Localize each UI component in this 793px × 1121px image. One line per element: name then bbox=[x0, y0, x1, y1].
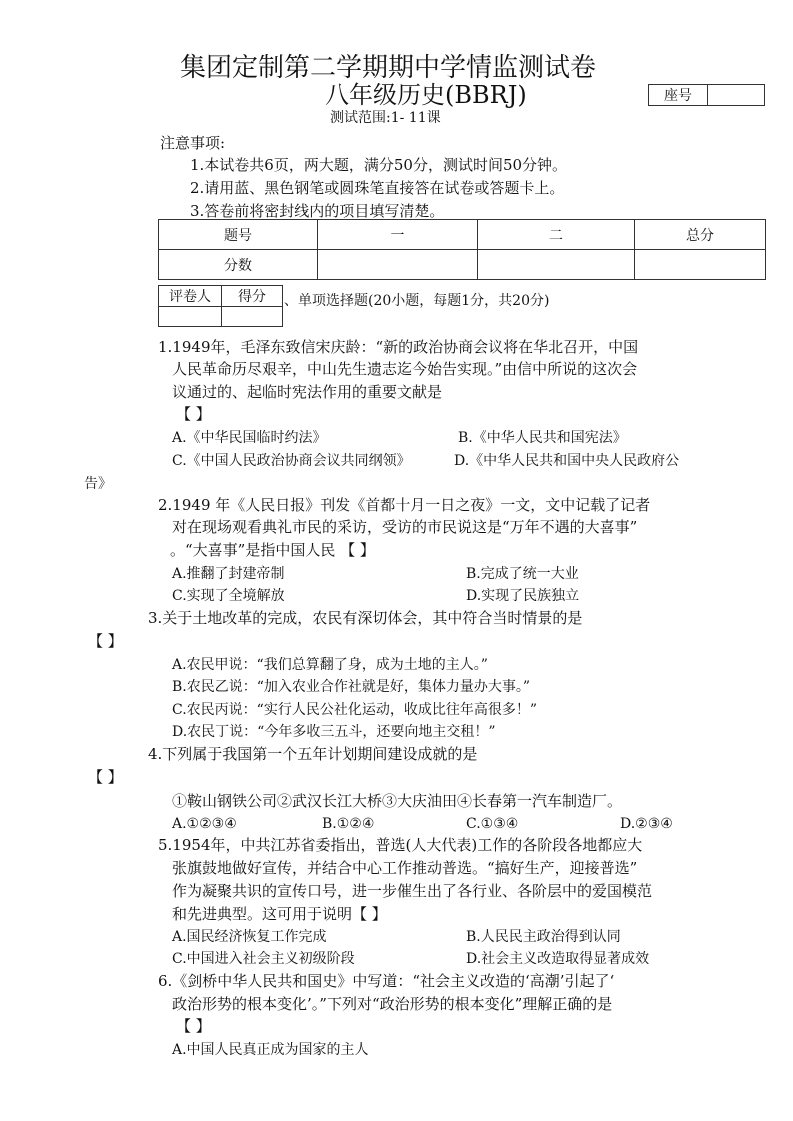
score-header-cell: 一 bbox=[318, 220, 478, 250]
note-item: 1.本试卷共6页，两大题，满分50分，测试时间50分钟。 bbox=[190, 156, 568, 174]
option-a: A.农民甲说：“我们总算翻了身，成为土地的主人。” bbox=[172, 657, 488, 673]
seat-value bbox=[708, 85, 765, 106]
grader-header-cell: 得分 bbox=[222, 286, 283, 307]
seat-label: 座号 bbox=[649, 85, 708, 106]
option-d: D.实现了民族独立 bbox=[466, 588, 580, 604]
question-text: 张旗鼓地做好宣传，并结合中心工作推动普选。“搞好生产，迎接普选” bbox=[172, 859, 638, 877]
option-b: B.人民民主政治得到认同 bbox=[466, 929, 621, 945]
score-table bbox=[158, 219, 766, 280]
option-a: A.中国人民真正成为国家的主人 bbox=[172, 1042, 369, 1058]
question-text: 5.1954年，中共江苏省委指出，普选(人大代表)工作的各阶段各地都应大 bbox=[158, 836, 643, 854]
question-text: 和先进典型。这可用于说明【 】 bbox=[172, 905, 387, 923]
score-cell bbox=[478, 250, 635, 280]
option-c: C.《中国人民政治协商会议共同纲领》 bbox=[172, 453, 411, 469]
question-text: 作为凝聚共识的宣传口号，进一步催生出了各行业、各阶层中的爱国模范 bbox=[172, 882, 653, 900]
score-header-cell: 题号 bbox=[159, 220, 318, 250]
option-b: B.农民乙说：“加入农业合作社就是好，集体力量办大事。” bbox=[172, 679, 531, 695]
question-text: 4.下列属于我国第一个五年计划期间建设成就的是 bbox=[148, 745, 478, 763]
option-b: B.《中华人民共和国宪法》 bbox=[458, 430, 627, 446]
score-cell bbox=[635, 250, 766, 280]
question-items: ①鞍山钢铁公司②武汉长江大桥③大庆油田④长春第一汽车制造厂。 bbox=[172, 792, 623, 810]
option-d: D.②③④ bbox=[620, 816, 673, 832]
answer-bracket: 【 】 bbox=[88, 632, 123, 650]
option-d: D.农民丁说：“今年多收三五斗，还要向地主交租！” bbox=[172, 724, 496, 740]
note-item: 3.答卷前将密封线内的项目填写清楚。 bbox=[190, 202, 445, 220]
option-c: C.中国进入社会主义初级阶段 bbox=[172, 951, 355, 967]
seat-number-box bbox=[648, 84, 765, 106]
question-text: 1.1949年，毛泽东致信宋庆龄：“新的政治协商会议将在华北召开，中国 bbox=[158, 338, 639, 356]
note-item: 2.请用蓝、黑色钢笔或圆珠笔直接答在试卷或答题卡上。 bbox=[190, 179, 565, 197]
exam-title: 集团定制第二学期期中学情监测试卷 bbox=[180, 53, 597, 83]
question-text: 2.1949 年《人民日报》刊发《首都十月一日之夜》一文，文中记载了记者 bbox=[158, 496, 651, 514]
question-text: 对在现场观看典礼市民的采访，受访的市民说这是“万年不遇的大喜事” bbox=[172, 518, 638, 536]
option-b: B.完成了统一大业 bbox=[466, 566, 579, 582]
option-d: D.《中华人民共和国中央人民政府公 bbox=[454, 453, 680, 469]
question-text: 6.《剑桥中华人民共和国史》中写道：“社会主义改造的‘高潮’引起了‘ bbox=[158, 972, 615, 990]
option-a: A.国民经济恢复工作完成 bbox=[172, 929, 327, 945]
question-text: 人民革命历尽艰辛，中山先生遗志迄今始告实现。”由信中所说的这次会 bbox=[172, 360, 638, 378]
exam-subtitle: 八年级历史(BBRJ) bbox=[325, 81, 527, 109]
option-c: C.实现了全境解放 bbox=[172, 588, 285, 604]
option-d-continued: 告》 bbox=[84, 476, 112, 492]
score-cell: 分数 bbox=[159, 250, 318, 280]
answer-bracket: 【 】 bbox=[88, 768, 123, 786]
score-cell bbox=[318, 250, 478, 280]
question-text: 政治形势的根本变化’。”下列对“政治形势的根本变化”理解正确的是 bbox=[172, 995, 613, 1013]
test-scope: 测试范围:1- 11课 bbox=[330, 110, 441, 126]
score-header-cell: 总分 bbox=[635, 220, 766, 250]
option-c: C.①③④ bbox=[466, 816, 519, 832]
grader-cell bbox=[222, 307, 283, 327]
option-c: C.农民丙说：“实行人民公社化运动，收成比往年高很多！” bbox=[172, 702, 537, 718]
question-text: 3.关于土地改革的完成，农民有深切体会，其中符合当时情景的是 bbox=[148, 609, 583, 627]
section-title: 、单项选择题(20小题，每题1分，共20分) bbox=[284, 293, 550, 309]
score-header-cell: 二 bbox=[478, 220, 635, 250]
question-text: 。“大喜事”是指中国人民 【 】 bbox=[170, 541, 375, 559]
grader-table bbox=[158, 285, 283, 327]
option-a: A.①②③④ bbox=[172, 816, 237, 832]
option-d: D.社会主义改造取得显著成效 bbox=[466, 951, 650, 967]
notes-heading: 注意事项: bbox=[160, 134, 226, 152]
grader-header-cell: 评卷人 bbox=[159, 286, 222, 307]
option-a: A.推翻了封建帝制 bbox=[172, 566, 285, 582]
option-a: A.《中华民国临时约法》 bbox=[172, 430, 327, 446]
grader-cell bbox=[159, 307, 222, 327]
answer-bracket: 【 】 bbox=[176, 1017, 211, 1035]
option-b: B.①②④ bbox=[322, 816, 375, 832]
question-text: 议通过的、起临时宪法作用的重要文献是 bbox=[172, 383, 443, 401]
answer-bracket: 【 】 bbox=[176, 405, 211, 423]
